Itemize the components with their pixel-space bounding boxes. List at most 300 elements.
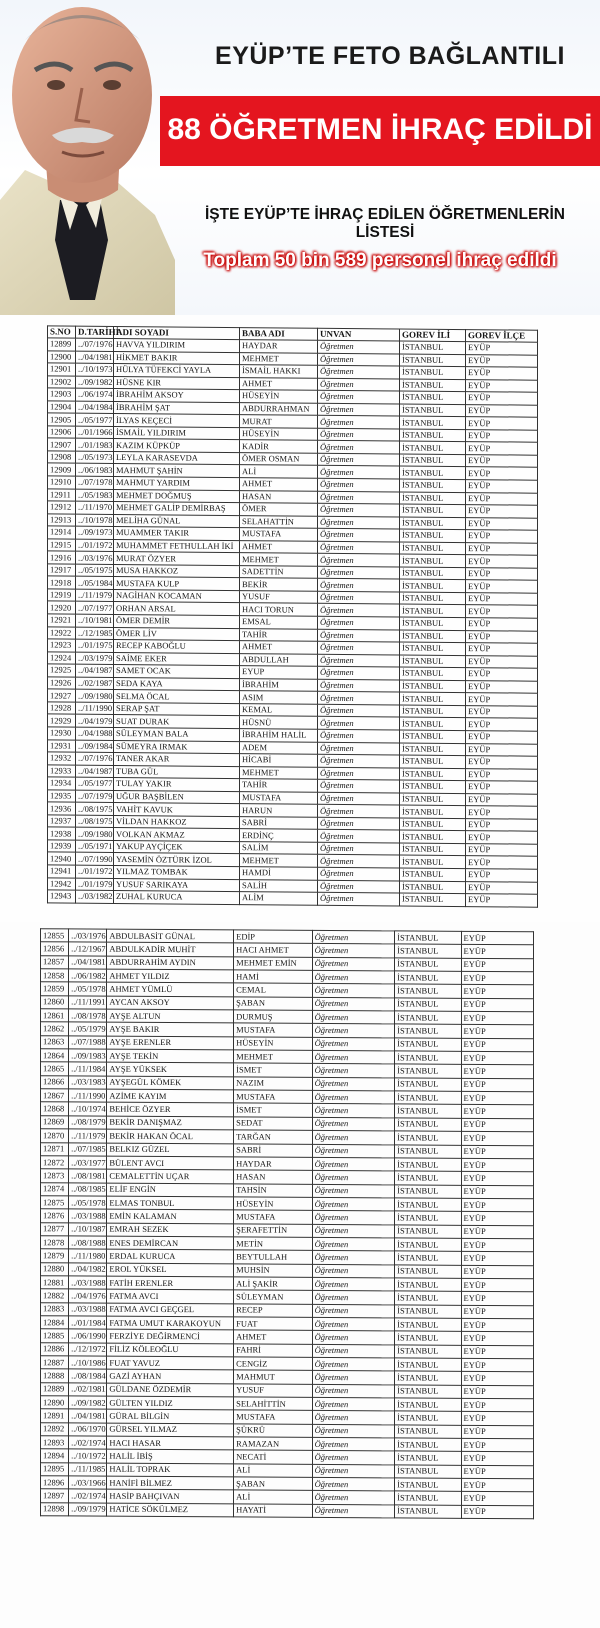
cell-date: ../07/1985 [69, 1142, 107, 1156]
cell-sno: 12907 [48, 438, 76, 451]
cell-title: Öğretmen [312, 1371, 395, 1385]
cell-district: EYÜP [461, 1478, 534, 1492]
cell-city: İSTANBUL [395, 1278, 461, 1292]
cell-date: ../02/1974 [69, 1436, 107, 1450]
cell-district: EYÜP [461, 1425, 534, 1439]
cell-sno: 12867 [41, 1089, 69, 1103]
cell-district: EYÜP [466, 743, 538, 756]
cell-title: Öğretmen [318, 528, 400, 541]
cell-date: ../03/1966 [69, 1476, 107, 1490]
cell-title: Öğretmen [312, 1024, 395, 1038]
cell-date: ../03/1982 [76, 890, 114, 903]
cell-sno: 12874 [41, 1182, 69, 1196]
cell-district: EYÜP [461, 1212, 534, 1226]
cell-district: EYÜP [461, 1505, 534, 1519]
cell-city: İSTANBUL [400, 404, 466, 417]
cell-city: İSTANBUL [395, 1131, 461, 1145]
cell-sno: 12880 [41, 1262, 69, 1276]
cell-father: SEDAT [234, 1117, 312, 1131]
cell-date: ../07/1988 [69, 1036, 107, 1050]
cell-district: EYÜP [466, 605, 538, 618]
cell-date: ../11/1980 [69, 1249, 107, 1263]
cell-sno: 12871 [41, 1142, 69, 1156]
cell-district: EYÜP [466, 768, 538, 781]
col-header-city: GOREV İLİ [400, 329, 466, 342]
cell-father: MURAT [240, 415, 318, 428]
cell-father: EYUP [240, 666, 318, 679]
cell-name: NAGİHAN KOCAMAN [114, 589, 240, 603]
cell-title: Öğretmen [312, 1091, 395, 1105]
cell-city: İSTANBUL [395, 1078, 461, 1092]
cell-city: İSTANBUL [400, 742, 466, 755]
cell-city: İSTANBUL [400, 567, 466, 580]
cell-district: EYÜP [466, 555, 538, 568]
cell-name: GÜRAL BİLGİN [107, 1410, 234, 1424]
cell-title: Öğretmen [312, 1304, 395, 1318]
cell-father: SADETTİN [240, 565, 318, 578]
cell-title: Öğretmen [318, 654, 400, 667]
cell-date: ../08/1975 [76, 815, 114, 828]
table-row [41, 1503, 534, 1519]
cell-sno: 12901 [48, 363, 76, 376]
cell-city: İSTANBUL [395, 1265, 461, 1279]
cell-title: Öğretmen [312, 957, 395, 971]
cell-father: ADEM [240, 741, 318, 754]
cell-city: İSTANBUL [400, 717, 466, 730]
cell-date: ../03/1979 [76, 652, 114, 665]
cell-name: VİLDAN HAKKOZ [114, 815, 240, 829]
cell-name: EROL YÜKSEL [107, 1263, 234, 1277]
cell-father: SABRİ [240, 816, 318, 829]
cell-date: ../12/1985 [76, 627, 114, 640]
cell-title: Öğretmen [318, 792, 400, 805]
cell-city: İSTANBUL [400, 354, 466, 367]
cell-title: Öğretmen [312, 1237, 395, 1251]
cell-title: Öğretmen [312, 1197, 395, 1211]
cell-name: SÜLEYMAN BALA [114, 727, 240, 741]
cell-name: AYŞE TEKİN [107, 1049, 234, 1063]
cell-sno: 12888 [41, 1369, 69, 1383]
scanned-document-page-1 [0, 315, 600, 922]
cell-name: MEHMET GALİP DEMİRBAŞ [114, 502, 240, 516]
cell-father: MEHMET EMİN [234, 957, 312, 971]
cell-date: ../04/1988 [76, 727, 114, 740]
cell-sno: 12869 [41, 1116, 69, 1130]
cell-city: İSTANBUL [400, 554, 466, 567]
cell-city: İSTANBUL [395, 1051, 461, 1065]
cell-date: ../09/1984 [76, 740, 114, 753]
cell-city: İSTANBUL [395, 1251, 461, 1265]
cell-sno: 12910 [48, 476, 76, 489]
cell-date: ../04/1987 [76, 664, 114, 677]
cell-name: SÜMEYRA IRMAK [114, 740, 240, 754]
cell-title: Öğretmen [318, 478, 400, 491]
cell-father: HİCABİ [240, 754, 318, 767]
cell-sno: 12923 [48, 639, 76, 652]
col-header-district: GOREV İLÇE [466, 330, 538, 343]
cell-name: BEKİR HAKAN ÖCAL [107, 1129, 234, 1143]
cell-district: EYÜP [461, 1438, 534, 1452]
cell-title: Öğretmen [312, 970, 395, 984]
cell-date: ../04/1981 [76, 351, 114, 364]
cell-sno: 12913 [48, 514, 76, 527]
cell-title: Öğretmen [312, 1117, 395, 1131]
cell-title: Öğretmen [318, 554, 400, 567]
cell-district: EYÜP [466, 367, 538, 380]
cell-name: HACI HASAR [107, 1436, 234, 1450]
cell-district: EYÜP [466, 342, 538, 355]
cell-father: SÜLEYMAN [234, 1290, 312, 1304]
cell-title: Öğretmen [318, 353, 400, 366]
cell-father: MEHMET [234, 1050, 312, 1064]
cell-city: İSTANBUL [395, 998, 461, 1012]
cell-sno: 12912 [48, 501, 76, 514]
cell-father: SALİH [240, 879, 318, 892]
cell-father: HARUN [240, 804, 318, 817]
cell-date: ../09/1980 [76, 689, 114, 702]
cell-father: TAHİR [240, 628, 318, 641]
total-dismissed-note: Toplam 50 bin 589 personel ihraç edildi [203, 250, 557, 271]
cell-date: ../01/1966 [76, 426, 114, 439]
cell-name: AHMET YILDIZ [107, 969, 234, 983]
cell-district: EYÜP [466, 480, 538, 493]
cell-title: Öğretmen [312, 1384, 395, 1398]
cell-father: AHMET [234, 1330, 312, 1344]
cell-district: EYÜP [466, 843, 538, 856]
cell-date: ../11/1990 [76, 702, 114, 715]
cell-date: ../04/1984 [76, 401, 114, 414]
cell-sno: 12933 [48, 765, 76, 778]
cell-date: ../07/1979 [76, 790, 114, 803]
cell-date: ../05/1977 [76, 413, 114, 426]
cell-date: ../05/1978 [69, 1196, 107, 1210]
cell-name: BÜLENT AVCI [107, 1156, 234, 1170]
cell-date: ../11/1985 [69, 1463, 107, 1477]
cell-sno: 12897 [41, 1489, 69, 1503]
cell-sno: 12924 [48, 652, 76, 665]
cell-district: EYÜP [461, 1278, 534, 1292]
cell-date: ../03/1983 [69, 1076, 107, 1090]
cell-father: HAMİ [234, 970, 312, 984]
cell-city: İSTANBUL [395, 1491, 461, 1505]
cell-sno: 12930 [48, 727, 76, 740]
cell-name: İSMAİL YILDIRIM [114, 426, 240, 440]
cell-district: EYÜP [466, 869, 538, 882]
cell-father: HÜSEYİN [234, 1037, 312, 1051]
cell-name: ABDULKADİR MUHİT [107, 942, 234, 956]
cell-date: ../07/1976 [76, 338, 114, 351]
cell-father: İSMET [234, 1103, 312, 1117]
cell-name: ÖMER LİV [114, 627, 240, 641]
cell-name: HÜSNE KIR [114, 376, 240, 390]
cell-date: ../08/1988 [69, 1236, 107, 1250]
cell-title: Öğretmen [312, 1264, 395, 1278]
cell-father: MUSTAFA [234, 1410, 312, 1424]
cell-city: İSTANBUL [400, 592, 466, 605]
cell-district: EYÜP [466, 392, 538, 405]
cell-name: ORHAN ARSAL [114, 602, 240, 616]
cell-title: Öğretmen [312, 1357, 395, 1371]
cell-name: EMİN KALAMAN [107, 1209, 234, 1223]
cell-city: İSTANBUL [395, 1505, 461, 1519]
cell-sno: 12881 [41, 1276, 69, 1290]
cell-district: EYÜP [466, 894, 538, 907]
cell-title: Öğretmen [318, 767, 400, 780]
cell-name: ELMAS TONBUL [107, 1196, 234, 1210]
cell-date: ../09/1973 [76, 526, 114, 539]
cell-sno: 12875 [41, 1196, 69, 1210]
cell-date: ../05/1971 [76, 840, 114, 853]
cell-date: ../09/1983 [69, 1049, 107, 1063]
cell-district: EYÜP [461, 1238, 534, 1252]
cell-date: ../11/1979 [69, 1129, 107, 1143]
cell-district: EYÜP [461, 1011, 534, 1025]
cell-city: İSTANBUL [395, 1224, 461, 1238]
cell-father: MEHMET [240, 352, 318, 365]
cell-name: MELİHA GÜNAL [114, 514, 240, 528]
cell-district: EYÜP [466, 643, 538, 656]
cell-city: İSTANBUL [395, 931, 461, 945]
cell-sno: 12909 [48, 463, 76, 476]
cell-city: İSTANBUL [395, 1091, 461, 1105]
cell-date: ../03/1976 [76, 551, 114, 564]
cell-city: İSTANBUL [400, 479, 466, 492]
cell-sno: 12893 [41, 1436, 69, 1450]
cell-father: ŞABAN [234, 1477, 312, 1491]
cell-date: ../08/1981 [69, 1169, 107, 1183]
cell-district: EYÜP [466, 354, 538, 367]
list-subtitle: İŞTE EYÜP’TE İHRAÇ EDİLEN ÖĞRETMENLERİN LİSTESİ [205, 206, 565, 241]
cell-father: HAMDİ [240, 867, 318, 880]
cell-district: EYÜP [461, 1091, 534, 1105]
cell-father: SELAHATTİN [240, 515, 318, 528]
cell-father: HACI TORUN [240, 603, 318, 616]
cell-city: İSTANBUL [395, 1385, 461, 1399]
cell-sno: 12879 [41, 1249, 69, 1263]
cell-city: İSTANBUL [395, 971, 461, 985]
cell-title: Öğretmen [318, 403, 400, 416]
cell-district: EYÜP [466, 655, 538, 668]
cell-title: Öğretmen [312, 1451, 395, 1465]
cell-title: Öğretmen [318, 516, 400, 529]
cell-sno: 12931 [48, 739, 76, 752]
cell-name: TULAY YAKIR [114, 778, 240, 792]
cell-sno: 12940 [48, 852, 76, 865]
cell-father: MUSTAFA [240, 528, 318, 541]
cell-title: Öğretmen [312, 944, 395, 958]
cell-district: EYÜP [466, 630, 538, 643]
cell-district: EYÜP [461, 1412, 534, 1426]
cell-name: SAMET OCAK [114, 665, 240, 679]
cell-sno: 12870 [41, 1129, 69, 1143]
cell-title: Öğretmen [312, 930, 395, 944]
cell-district: EYÜP [461, 998, 534, 1012]
cell-date: ../07/1976 [76, 752, 114, 765]
cell-father: İSMET [234, 1063, 312, 1077]
cell-name: ABDURRAHİM AYDIN [107, 956, 234, 970]
cell-date: ../04/1976 [69, 1289, 107, 1303]
cell-district: EYÜP [466, 693, 538, 706]
cell-district: EYÜP [461, 1345, 534, 1359]
cell-sno: 12866 [41, 1076, 69, 1090]
cell-name: HÜLYA TÜFEKCİ YAYLA [114, 364, 240, 378]
cell-name: FATMA AVCI GEÇGEL [107, 1303, 234, 1317]
cell-name: MUSTAFA KULP [114, 577, 240, 591]
cell-sno: 12890 [41, 1396, 69, 1410]
document-skew-wrapper [0, 315, 600, 905]
cell-title: Öğretmen [318, 579, 400, 592]
cell-city: İSTANBUL [400, 855, 466, 868]
cell-title: Öğretmen [318, 729, 400, 742]
cell-name: AYŞE ALTUN [107, 1009, 234, 1023]
cell-city: İSTANBUL [400, 617, 466, 630]
cell-date: ../12/1967 [69, 942, 107, 956]
cell-city: İSTANBUL [400, 667, 466, 680]
cell-name: FATMA AVCI [107, 1289, 234, 1303]
cell-name: İBRAHİM ŞAT [114, 401, 240, 415]
cell-name: ABDULBASİT GÜNAL [107, 929, 234, 943]
cell-district: EYÜP [461, 1158, 534, 1172]
cell-father: NAZIM [234, 1077, 312, 1091]
cell-district: EYÜP [461, 1252, 534, 1266]
cell-name: MUSA HAKKOZ [114, 564, 240, 578]
cell-father: MEHMET [240, 766, 318, 779]
cell-sno: 12883 [41, 1302, 69, 1316]
cell-father: HASAN [234, 1170, 312, 1184]
cell-sno: 12886 [41, 1342, 69, 1356]
cell-sno: 12914 [48, 526, 76, 539]
cell-date: ../03/1988 [69, 1209, 107, 1223]
cell-name: ERDAL KURUCA [107, 1249, 234, 1263]
cell-name: TUBA GÜL [114, 765, 240, 779]
cell-date: ../11/1970 [76, 501, 114, 514]
cell-title: Öğretmen [312, 1037, 395, 1051]
cell-date: ../04/1979 [76, 715, 114, 728]
cell-title: Öğretmen [318, 503, 400, 516]
cell-city: İSTANBUL [395, 1305, 461, 1319]
cell-date: ../04/1982 [69, 1263, 107, 1277]
cell-district: EYÜP [466, 680, 538, 693]
cell-city: İSTANBUL [395, 984, 461, 998]
cell-city: İSTANBUL [400, 492, 466, 505]
cell-city: İSTANBUL [395, 1398, 461, 1412]
cell-city: İSTANBUL [400, 341, 466, 354]
col-header-name: ADI SOYADI [114, 326, 240, 339]
cell-title: Öğretmen [318, 604, 400, 617]
cell-date: ../02/1981 [69, 1383, 107, 1397]
cell-district: EYÜP [461, 1465, 534, 1479]
cell-sno: 12908 [48, 451, 76, 464]
cell-father: ALİ [234, 1464, 312, 1478]
cell-date: ../05/1979 [69, 1022, 107, 1036]
cell-district: EYÜP [461, 1305, 534, 1319]
portrait-photo [0, 0, 175, 315]
cell-name: SERAP ŞAT [114, 702, 240, 716]
cell-name: BEHİCE ÖZYER [107, 1103, 234, 1117]
cell-city: İSTANBUL [395, 1411, 461, 1425]
cell-date: ../01/1972 [76, 865, 114, 878]
cell-date: ../07/1990 [76, 853, 114, 866]
cell-district: EYÜP [466, 505, 538, 518]
cell-sno: 12925 [48, 664, 76, 677]
cell-father: HACI AHMET [234, 943, 312, 957]
cell-title: Öğretmen [318, 566, 400, 579]
cell-city: İSTANBUL [395, 1011, 461, 1025]
cell-sno: 12942 [48, 877, 76, 890]
cell-name: CEMALETTİN UÇAR [107, 1169, 234, 1183]
cell-sno: 12877 [41, 1222, 69, 1236]
cell-title: Öğretmen [318, 340, 400, 353]
cell-date: ../11/1979 [76, 589, 114, 602]
cell-city: İSTANBUL [395, 1438, 461, 1452]
cell-sno: 12941 [48, 865, 76, 878]
cell-district: EYÜP [461, 931, 534, 945]
cell-title: Öğretmen [318, 742, 400, 755]
cell-district: EYÜP [461, 1318, 534, 1332]
cell-date: ../10/1981 [76, 614, 114, 627]
cell-name: ÖMER DEMİR [114, 615, 240, 629]
cell-sno: 12858 [41, 969, 69, 983]
cell-father: RECEP [234, 1304, 312, 1318]
scanned-document-page-2 [0, 922, 600, 1628]
cell-title: Öğretmen [312, 1291, 395, 1305]
cell-name: EMRAH SEZEK [107, 1223, 234, 1237]
cell-title: Öğretmen [318, 629, 400, 642]
cell-father: ÖMER OSMAN [240, 453, 318, 466]
cell-name: RECEP KABOĞLU [114, 640, 240, 654]
cell-father: AHMET [240, 478, 318, 491]
cell-father: HAYDAR [234, 1157, 312, 1171]
cell-city: İSTANBUL [400, 454, 466, 467]
cell-title: Öğretmen [312, 997, 395, 1011]
cell-district: EYÜP [466, 530, 538, 543]
cell-title: Öğretmen [318, 679, 400, 692]
cell-sno: 12937 [48, 815, 76, 828]
cell-date: ../02/1987 [76, 677, 114, 690]
cell-district: EYÜP [461, 1185, 534, 1199]
cell-date: ../07/1977 [76, 602, 114, 615]
cell-sno: 12882 [41, 1289, 69, 1303]
cell-district: EYÜP [466, 542, 538, 555]
cell-name: MURAT ÖZYER [114, 552, 240, 566]
cell-title: Öğretmen [318, 466, 400, 479]
cell-title: Öğretmen [312, 1397, 395, 1411]
cell-father: MEHMET [240, 854, 318, 867]
cell-district: EYÜP [466, 618, 538, 631]
cell-sno: 12916 [48, 551, 76, 564]
cell-city: İSTANBUL [400, 441, 466, 454]
cell-sno: 12856 [41, 942, 69, 956]
cell-city: İSTANBUL [400, 504, 466, 517]
cell-date: ../10/1974 [69, 1102, 107, 1116]
cell-name: SEDA KAYA [114, 677, 240, 691]
cell-father: AHMET [240, 540, 318, 553]
cell-father: EDİP [234, 930, 312, 944]
cell-sno: 12878 [41, 1236, 69, 1250]
cell-district: EYÜP [461, 1118, 534, 1132]
cell-father: AHMET [240, 377, 318, 390]
cell-title: Öğretmen [318, 830, 400, 843]
cell-sno: 12860 [41, 995, 69, 1009]
cell-father: İBRAHİM [240, 678, 318, 691]
cell-date: ../07/1978 [76, 476, 114, 489]
cell-city: İSTANBUL [395, 1064, 461, 1078]
cell-sno: 12915 [48, 539, 76, 552]
cell-father: ÖMER [240, 503, 318, 516]
cell-city: İSTANBUL [400, 579, 466, 592]
cell-city: İSTANBUL [395, 1345, 461, 1359]
cell-father: ASIM [240, 691, 318, 704]
